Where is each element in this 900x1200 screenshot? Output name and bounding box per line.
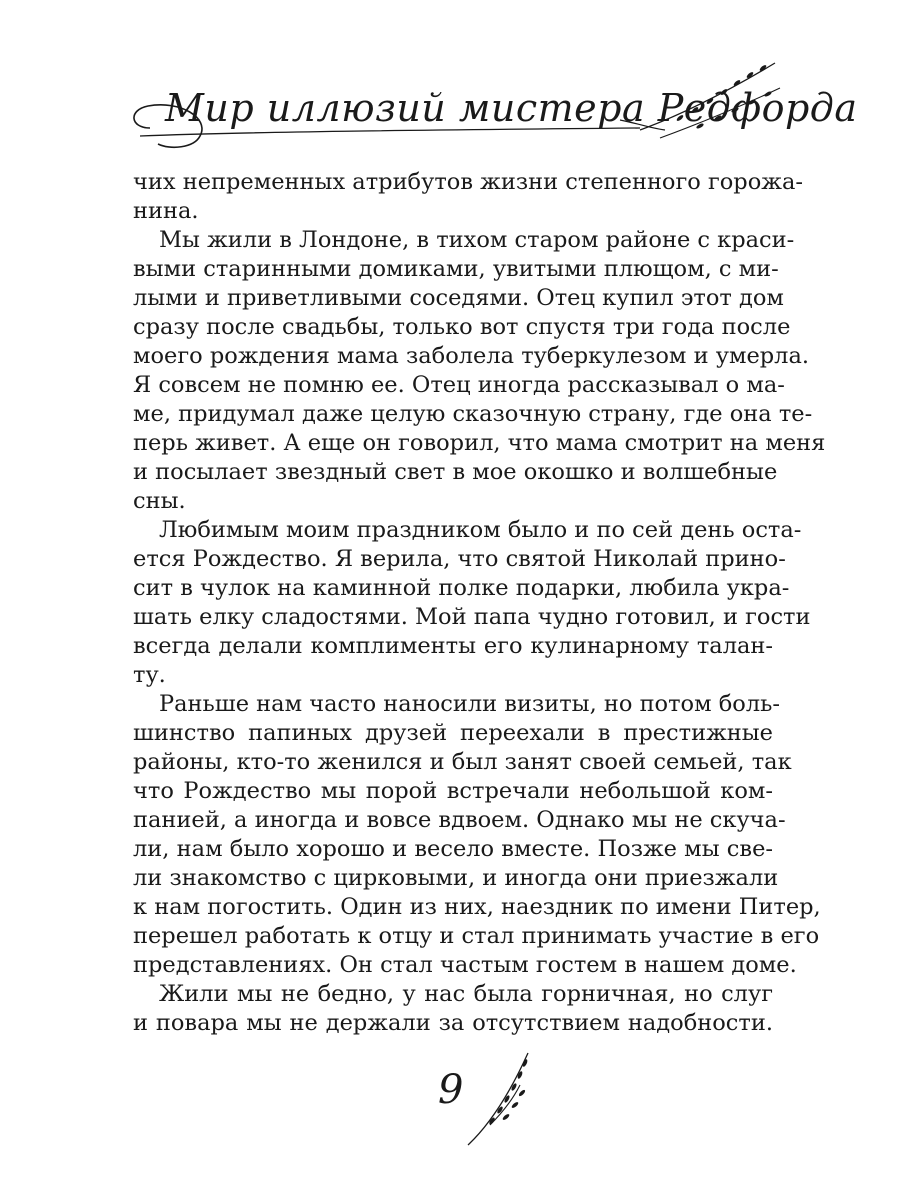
text-line: Мы жили в Лондоне, в тихом старом районе с краси- bbox=[159, 227, 795, 253]
text-line: что Рождество мы порой встречали небольшой ком- bbox=[133, 778, 773, 804]
text-line: Жили мы не бедно, у нас была горничная, но слуг bbox=[159, 981, 773, 1007]
text-line: всегда делали комплименты его кулинарному талан- bbox=[133, 633, 773, 659]
text-line: Любимым моим праздником было и по сей день оста- bbox=[159, 517, 802, 543]
page-footer bbox=[420, 1045, 560, 1155]
text-line: Раньше нам часто наносили визиты, но потом боль- bbox=[159, 691, 780, 717]
text-line: сны. bbox=[133, 488, 186, 514]
text-line: к нам погостить. Один из них, наездник по имени Питер, bbox=[133, 894, 821, 920]
text-line: чих непременных атрибутов жизни степенного горожа- bbox=[133, 169, 803, 195]
text-line: представлениях. Он стал частым гостем в нашем доме. bbox=[133, 952, 797, 978]
text-line: моего рождения мама заболела туберкулезом и умерла. bbox=[133, 343, 810, 369]
body-text bbox=[133, 168, 826, 1038]
text-line: и повара мы не держали за отсутствием надобности. bbox=[133, 1010, 773, 1036]
book-title: Мир иллюзий мистера Редфорда bbox=[165, 86, 858, 130]
page-number: 9 bbox=[438, 1067, 464, 1113]
text-line: ли, нам было хорошо и весело вместе. Позже мы све- bbox=[133, 836, 773, 862]
text-line: шинство папиных друзей переехали в престижные bbox=[133, 720, 773, 746]
text-line: и посылает звездный свет в мое окошко и волшебные bbox=[133, 459, 778, 485]
text-line: перешел работать к отцу и стал принимать участие в его bbox=[133, 923, 820, 949]
text-line: ется Рождество. Я верила, что святой Николай прино- bbox=[133, 546, 786, 572]
text-line: перь живет. А еще он говорил, что мама смотрит на меня bbox=[133, 430, 826, 456]
text-line: лыми и приветливыми соседями. Отец купил этот дом bbox=[133, 285, 784, 311]
text-line: выми старинными домиками, увитыми плющом, с ми- bbox=[133, 256, 779, 282]
running-header bbox=[120, 58, 858, 168]
text-line: сразу после свадьбы, только вот спустя три года после bbox=[133, 314, 791, 340]
text-line: нина. bbox=[133, 198, 199, 224]
text-line: ли знакомство с цирковыми, и иногда они приезжали bbox=[133, 865, 779, 891]
text-line: Я совсем не помню ее. Отец иногда рассказывал о ма- bbox=[133, 372, 785, 398]
text-line: районы, кто-то женился и был занят своей семьей, так bbox=[133, 749, 792, 775]
text-line: шать елку сладостями. Мой папа чудно готовил, и гости bbox=[133, 604, 811, 630]
text-line: панией, а иногда и вовсе вдвоем. Однако мы не скуча- bbox=[133, 807, 786, 833]
text-line: ту. bbox=[133, 662, 166, 688]
text-line: сит в чулок на каминной полке подарки, любила укра- bbox=[133, 575, 790, 601]
text-line: ме, придумал даже целую сказочную страну, где она те- bbox=[133, 401, 813, 427]
